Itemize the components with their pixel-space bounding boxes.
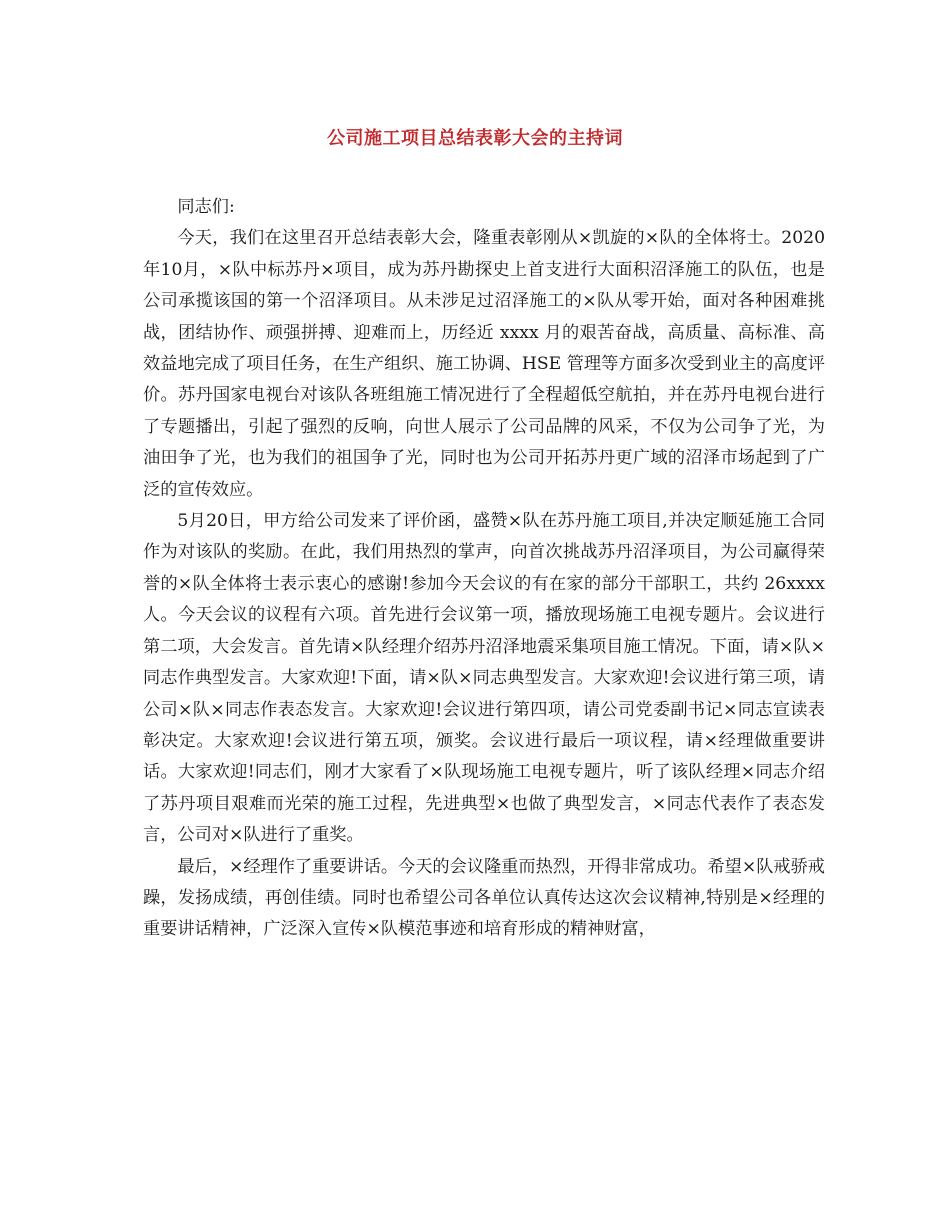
paragraph: 今天，我们在这里召开总结表彰大会，隆重表彰刚从×凯旋的×队的全体将士。2020年10月，×队中标苏丹×项目，成为苏丹勘探史上首支进行大面积沼泽施工的队伍，也是公司承揽该国的第一个沼泽项目。从未涉足过沼泽施工的×队从零开始，面对各种困难挑战，团结协作、顽强拼搏、迎难而上，历经近 xxxx 月的艰苦奋战，高质量、高标准、高效益地完成了项目任务，在生产组织、施工协调、HSE 管理等方面多次受到业主的高度评价。苏丹国家电视台对该队各班组施工情况进行了全程超低空航拍，并在苏丹电视台进行了专题播出，引起了强烈的反响，向世人展示了公司品牌的风采，不仅为公司争了光，为油田争了光，也为我们的祖国争了光，同时也为公司开拓苏丹更广域的沼泽市场起到了广泛的宣传效应。	[143, 228, 825, 500]
document-title: 公司施工项目总结表彰大会的主持词	[327, 128, 623, 149]
greeting: 同志们:	[177, 197, 235, 217]
document-body	[143, 192, 825, 946]
paragraph: 最后，×经理作了重要讲话。今天的会议隆重而热烈，开得非常成功。希望×队戒骄戒躁，发扬成绩，再创佳绩。同时也希望公司各单位认真传达这次会议精神,特别是×经理的重要讲话精神，广泛深入宣传×队模范事迹和培育形成的精神财富，	[143, 856, 825, 940]
paragraph: 5月20日，甲方给公司发来了评价函，盛赞×队在苏丹施工项目,并决定顺延施工合同作为对该队的奖励。在此，我们用热烈的掌声，向首次挑战苏丹沼泽项目，为公司赢得荣誉的×队全体将士表示衷心的感谢!参加今天会议的有在家的部分干部职工，共约 26xxxx 人。今天会议的议程有六项。首先进行会议第一项，播放现场施工电视专题片。会议进行第二项，大会发言。首先请×队经理介绍苏丹沼泽地震采集项目施工情况。下面，请×队×同志作典型发言。大家欢迎!下面，请×队×同志典型发言。大家欢迎!会议进行第三项，请公司×队×同志作表态发言。大家欢迎!会议进行第四项，请公司党委副书记×同志宣读表彰决定。大家欢迎!会议进行第五项，颁奖。会议进行最后一项议程，请×经理做重要讲话。大家欢迎!同志们，刚才大家看了×队现场施工电视专题片，听了该队经理×同志介绍了苏丹项目艰难而光荣的施工过程，先进典型×也做了典型发言，×同志代表作了表态发言，公司对×队进行了重奖。	[143, 511, 825, 846]
